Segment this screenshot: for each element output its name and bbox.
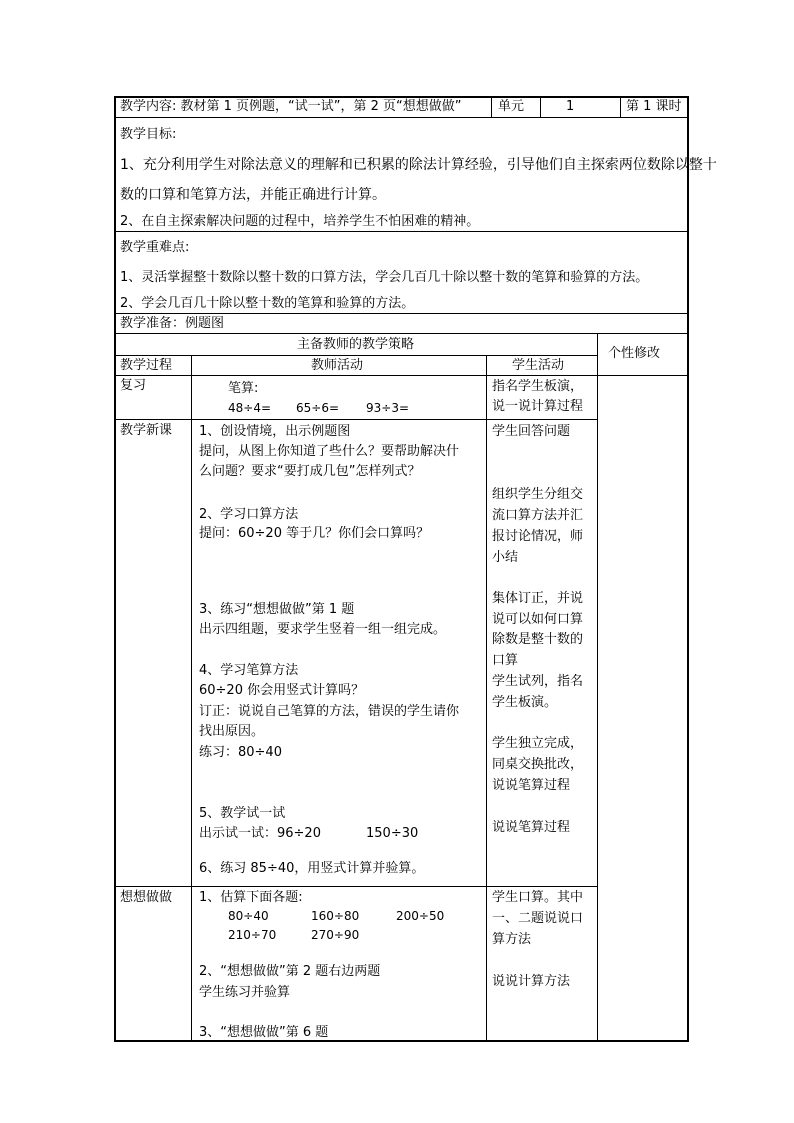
divider xyxy=(116,333,687,334)
divider xyxy=(116,886,597,887)
teacher-text: 提问：60÷20 等于几？你们会口算吗？ xyxy=(199,526,430,541)
key-point-line: 1、灵活掌握整十数除以整十数的口算方法，学会几百几十除以整十数的笔算和验算的方法。 xyxy=(120,270,649,285)
teacher-step: 4、学习笔算方法 xyxy=(199,663,299,678)
objectives-title: 教学目标: xyxy=(120,127,177,142)
teacher-step: 1、创设情境，出示例题图 xyxy=(199,424,351,439)
divider xyxy=(116,419,597,420)
lesson-count: 第 1 课时 xyxy=(626,99,682,114)
border-top xyxy=(114,96,689,98)
teacher-text: 60÷20 你会用竖式计算吗？ xyxy=(199,683,365,698)
review-student: 说一说计算过程 xyxy=(492,399,584,414)
practice-process: 想想做做 xyxy=(120,890,173,905)
student-text: 说说笔算过程 xyxy=(492,778,571,793)
border-right xyxy=(687,96,689,1042)
estimate-item: 210÷70 xyxy=(228,928,277,942)
estimate-item: 270÷90 xyxy=(311,928,360,942)
student-text: 说可以如何口算 xyxy=(492,612,584,627)
student-text: 口算 xyxy=(492,653,519,668)
preparation: 教学准备：例题图 xyxy=(120,316,225,331)
new-lesson-process: 教学新课 xyxy=(120,423,173,438)
estimate-item: 80÷40 xyxy=(228,909,269,923)
teacher-step: 3、“想想做做”第 6 题 xyxy=(199,1025,329,1040)
teacher-text: 练习：80÷40 xyxy=(199,745,282,760)
divider xyxy=(191,356,192,1041)
student-text: 报讨论情况，师 xyxy=(492,529,584,544)
student-text: 一、二题说说口 xyxy=(492,911,584,926)
review-title: 笔算: xyxy=(228,381,259,396)
student-text: 学生试列，指名 xyxy=(492,674,584,689)
review-item: 48÷4= xyxy=(228,401,272,415)
teacher-step: 2、学习口算方法 xyxy=(199,507,299,522)
divider xyxy=(620,97,621,117)
teacher-step: 2、“想想做做”第 2 题右边两题 xyxy=(199,964,381,979)
key-points-title: 教学重难点: xyxy=(120,240,190,255)
teacher-text: 提问，从图上你知道了些什么？要帮助解决什 xyxy=(199,444,460,459)
column-teacher: 教师活动 xyxy=(311,358,364,373)
divider xyxy=(116,231,687,232)
student-text: 小结 xyxy=(492,550,519,565)
student-text: 说说笔算过程 xyxy=(492,820,571,835)
teacher-step: 3、练习“想想做做”第 1 题 xyxy=(199,602,355,617)
content-label: 教学内容: 教材第 1 页例题，“试一试”，第 2 页“想想做做” xyxy=(120,99,462,114)
review-process: 复习 xyxy=(120,378,147,393)
student-text: 除数是整十数的 xyxy=(492,632,584,647)
student-text: 学生板演。 xyxy=(492,695,558,710)
unit-value: 1 xyxy=(566,99,575,114)
teacher-text: 么问题？要求“要打成几包”怎样列式？ xyxy=(199,464,421,479)
student-text: 同桌交换批改， xyxy=(492,757,584,772)
divider xyxy=(116,313,687,314)
review-student: 指名学生板演， xyxy=(492,379,584,394)
teacher-text: 出示试一试：96÷20 xyxy=(199,826,321,841)
objective-line: 1、充分利用学生对除法意义的理解和已积累的除法计算经验，引导他们自主探索两位数除以整十 xyxy=(120,157,717,173)
column-process: 教学过程 xyxy=(120,358,173,373)
estimate-item: 200÷50 xyxy=(396,909,445,923)
divider xyxy=(116,375,687,376)
student-text: 说说计算方法 xyxy=(492,974,571,989)
student-text: 学生口算。其中 xyxy=(492,890,584,905)
personal-revision-header: 个性修改 xyxy=(608,346,661,361)
divider xyxy=(116,117,687,118)
student-text: 流口算方法并汇 xyxy=(492,508,584,523)
review-item: 65÷6= xyxy=(296,401,340,415)
student-text: 集体订正，并说 xyxy=(492,591,584,606)
divider xyxy=(491,97,492,117)
student-text: 学生回答问题 xyxy=(492,424,571,439)
key-point-line: 2、学会几百几十除以整十数的笔算和验算的方法。 xyxy=(120,296,415,311)
objective-line: 数的口算和笔算方法，并能正确进行计算。 xyxy=(120,187,386,203)
teacher-text: 订正：说说自己笔算的方法，错误的学生请你 xyxy=(199,704,460,719)
strategy-header: 主备教师的教学策略 xyxy=(297,337,415,352)
column-student: 学生活动 xyxy=(512,358,565,373)
divider xyxy=(116,355,597,356)
review-item: 93÷3= xyxy=(366,401,410,415)
teacher-text: 学生练习并验算 xyxy=(199,985,291,1000)
teacher-text: 出示四组题，要求学生竖着一组一组完成。 xyxy=(199,622,447,637)
teacher-step: 5、教学试一试 xyxy=(199,806,286,821)
student-text: 算方法 xyxy=(492,932,532,947)
teacher-text: 找出原因。 xyxy=(199,724,265,739)
border-left xyxy=(114,96,116,1042)
teacher-step: 1、估算下面各题: xyxy=(199,890,303,905)
student-text: 组织学生分组交 xyxy=(492,487,584,502)
teacher-step: 6、练习 85÷40，用竖式计算并验算。 xyxy=(199,861,425,876)
divider xyxy=(540,97,541,117)
objective-line: 2、在自主探索解决问题的过程中，培养学生不怕困难的精神。 xyxy=(120,214,480,229)
unit-label: 单元 xyxy=(498,99,525,114)
student-text: 学生独立完成， xyxy=(492,736,584,751)
divider xyxy=(486,356,487,1041)
divider xyxy=(597,334,598,1041)
teacher-text: 150÷30 xyxy=(366,826,419,841)
estimate-item: 160÷80 xyxy=(311,909,360,923)
